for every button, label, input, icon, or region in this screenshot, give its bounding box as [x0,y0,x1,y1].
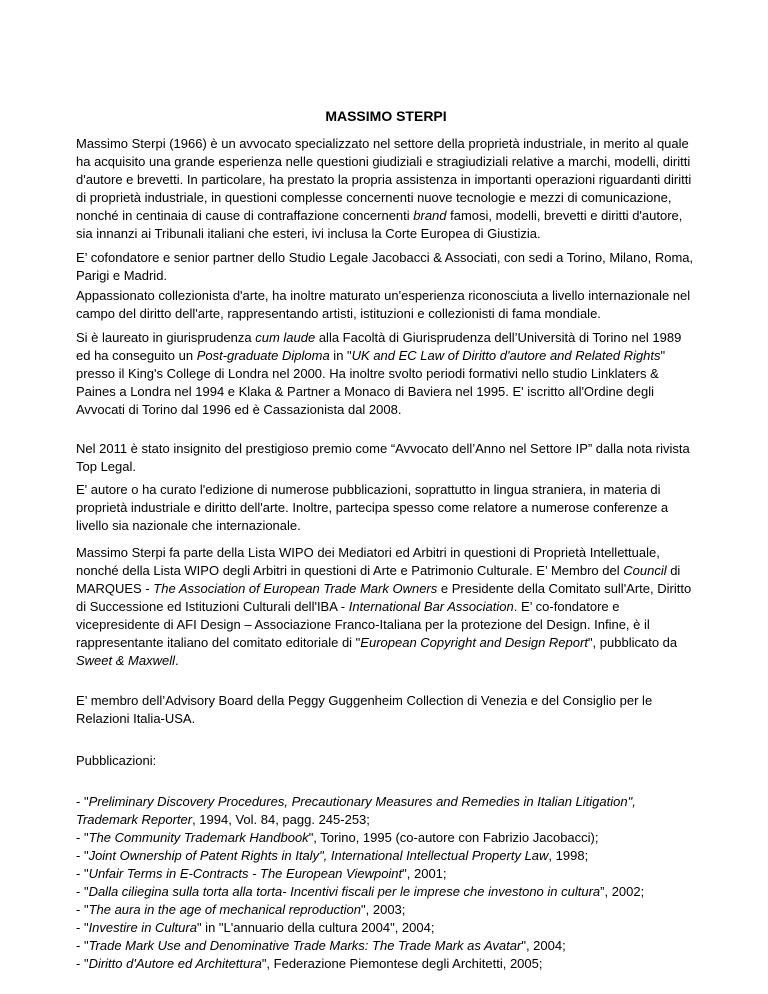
page-title: MASSIMO STERPI [325,108,447,124]
list-item: - "Diritto d'Autore ed Architettura", Federazione Piemontese degli Architetti, 2005; [76,956,543,971]
text-run: di MARQUES - [76,563,681,596]
text-run: alla Facoltà di Giurisprudenza dell’Università di Torino nel 1989 ed ha conseguito un [76,330,682,363]
text-run: Massimo Sterpi (1966) è un avvocato specializzato nel settore della proprietà industriale, in merito al quale ha acquisito una grande esperienza nelle questioni giudiziali e stragiudiziali relative a marchi, modelli, diritti d'autore e brevetti. In particolare, ha prestato la propria assistenza in importanti operazioni riguardanti diritti di proprietà industriale, in questioni complesse concernenti nuove tecnologie e mezzi di comunicazione, nonché in centinaia di cause di contraffazione concernenti [76,136,692,223]
publications-heading: Pubblicazioni: [76,753,157,768]
italic-term: Council [623,563,667,578]
italic-term: European Copyright and Design Report [360,635,588,650]
text-run: Si è laureato in giurisprudenza [76,330,256,345]
italic-term: brand [413,208,447,223]
bio-paragraph-4 [76,329,696,419]
bio-paragraph-2: E’ cofondatore e senior partner dello Studio Legale Jacobacci & Associati, con sedi a Torino, Milano, Roma, Parigi e Madrid. [76,250,694,283]
list-item: - "The Community Trademark Handbook", Torino, 1995 (co-autore con Fabrizio Jacobacci); [76,830,599,845]
text-run: " presso il King's College di Londra nel 2000. Ha inoltre svolto periodi formativi nello studio Linklaters & Paines a Londra nel 1994 e Klaka & Partner a Monaco di Baviera nel 1995. E' iscritto all'Ordine degli Avvocati di Torino dal 1996 ed è Cassazionista dal 2008. [76,348,666,417]
list-item: - "Preliminary Discovery Procedures, Precautionary Measures and Remedies in Italian Litigation", Trademark Reporter, 1994, Vol. 84, pagg. 245-253; [76,794,636,827]
text-run: Massimo Sterpi fa parte della Lista WIPO dei Mediatori ed Arbitri in questioni di Proprietà Intellettuale, nonché della Lista WIPO degli Arbitri in questioni di Arte e Patrimonio Culturale. E’ Membro del [76,545,660,578]
bio-paragraph-6: E' autore o ha curato l'edizione di numerose pubblicazioni, soprattutto in lingua straniera, in materia di proprietà industriale e diritto dell'arte. Inoltre, partecipa spesso come relatore a numerose conferenze a livello sia nazionale che internazionale. [76,482,669,533]
bio-paragraph-8: E’ membro dell’Advisory Board della Peggy Guggenheim Collection di Venezia e del Consiglio per le Relazioni Italia-USA. [76,693,653,726]
italic-term: Post-graduate Diploma [196,348,330,363]
italic-term: The Association of European Trade Mark Owners [153,581,438,596]
list-item: - "Joint Ownership of Patent Rights in Italy", International Intellectual Property Law, 1998; [76,848,589,863]
list-item: - "Trade Mark Use and Denominative Trade Marks: The Trade Mark as Avatar", 2004; [76,938,566,953]
bio-paragraph-7 [76,544,696,670]
text-run: . E’ co-fondatore e vicepresidente di AFI Design – Associazione Franco-Italiana per la protezione del Design. Infine, è il rappresentante italiano del comitato editoriale di " [76,599,650,650]
list-item: - "Investire in Cultura" in "L'annuario della cultura 2004", 2004; [76,920,435,935]
text-run: . [174,653,179,668]
list-item: - "Unfair Terms in E-Contracts - The European Viewpoint", 2001; [76,866,447,881]
list-item: - "The aura in the age of mechanical reproduction", 2003; [76,902,406,917]
publications-list [76,793,696,973]
text-run: e Presidente della Comitato sull'Arte, Diritto di Successione ed Istituzioni Culturali dell'IBA - [76,581,692,614]
list-item: - "Dalla ciliegina sulla torta alla torta- Incentivi fiscali per le imprese che investono in cultura”, 2002; [76,884,645,899]
text-run: ", pubblicato da [587,635,678,650]
italic-term: Sweet & Maxwell [76,653,175,668]
text-run: in " [329,348,352,363]
bio-paragraph-3: Appassionato collezionista d'arte, ha inoltre maturato un'esperienza riconosciuta a livello internazionale nel campo del diritto dell'arte, rappresentando artisti, istituzioni e collezionisti di fama mondiale. [76,288,691,321]
bio-paragraph-5: Nel 2011 è stato insignito del prestigioso premio come “Avvocato dell’Anno nel Settore IP” dalla nota rivista Top Legal. [76,441,690,474]
italic-term: cum laude [255,330,316,345]
bio-paragraph-1 [76,135,696,243]
italic-term: UK and EC Law of Diritto d'autore and Related Rights [351,348,661,363]
text-run: famosi, modelli, brevetti e diritti d'autore, sia innanzi ai Tribunali italiani che esteri, ivi inclusa la Corte Europea di Giustizia. [76,208,683,241]
italic-term: International Bar Association [348,599,514,614]
